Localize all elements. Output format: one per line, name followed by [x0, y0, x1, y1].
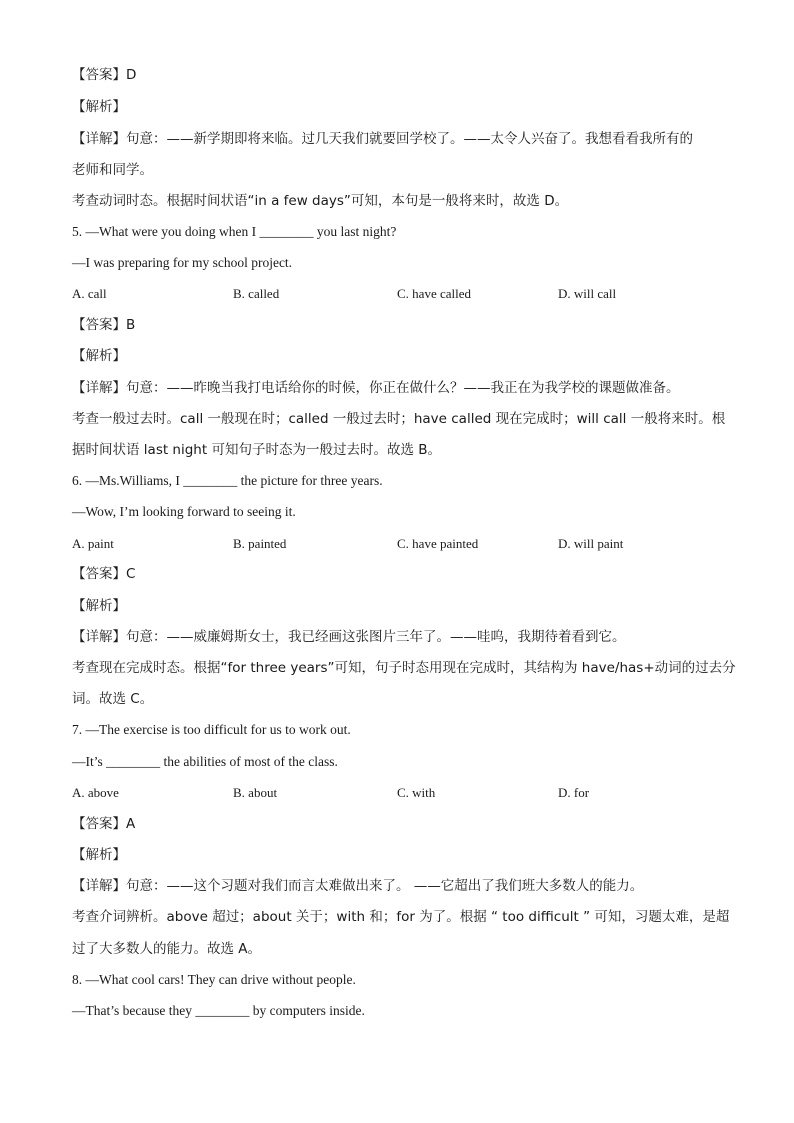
answer-option: B. about	[233, 785, 278, 800]
answer-option: D. for	[558, 785, 590, 800]
text-line: 【解析】	[72, 99, 126, 115]
text-line: 【详解】句意：——新学期即将来临。过几天我们就要回学校了。——太令人兴奋了。我想看看我所有的	[72, 131, 693, 147]
answer-option: C. have called	[397, 286, 471, 301]
answer-option: B. called	[233, 286, 280, 301]
answer-option: A. paint	[72, 536, 114, 551]
answer-option: A. above	[72, 785, 119, 800]
text-line: —That’s because they ________ by computers inside.	[72, 1003, 365, 1018]
answer-option: A. call	[72, 286, 107, 301]
text-line: 【答案】C	[72, 566, 136, 582]
answer-option: C. have painted	[397, 536, 479, 551]
text-line: —It’s ________ the abilities of most of the class.	[72, 754, 338, 769]
text-line: 6. —Ms.Williams, I ________ the picture for three years.	[72, 473, 383, 488]
text-line: 5. —What were you doing when I ________ you last night?	[72, 224, 397, 239]
answer-option: D. will paint	[558, 536, 624, 551]
text-line: 过了大多数人的能力。故选 A。	[72, 941, 262, 957]
text-line: 【答案】D	[72, 67, 137, 83]
text-line: 【详解】句意：——这个习题对我们而言太难做出来了。 ——它超出了我们班大多数人的能力。	[72, 878, 644, 894]
text-line: 【解析】	[72, 847, 126, 863]
text-line: 考查动词时态。根据时间状语“in a few days”可知，本句是一般将来时，故选 D。	[72, 193, 569, 209]
text-line: 【答案】B	[72, 317, 136, 333]
text-line: 【解析】	[72, 598, 126, 614]
text-line: 词。故选 C。	[72, 691, 154, 707]
text-line: 【详解】句意：——威廉姆斯女士，我已经画这张图片三年了。——哇呜，我期待着看到它。	[72, 629, 626, 645]
text-line: 考查介词辨析。above 超过；about 关于；with 和；for 为了。根据 “ too difficult ” 可知，习题太难，是超	[72, 909, 730, 925]
text-line: 【详解】句意：——昨晚当我打电话给你的时候，你正在做什么？——我正在为我学校的课题做准备。	[72, 380, 680, 396]
text-line: 7. —The exercise is too difficult for us to work out.	[72, 722, 351, 737]
text-line: 【答案】A	[72, 816, 136, 832]
text-line: 据时间状语 last night 可知句子时态为一般过去时。故选 B。	[72, 442, 442, 458]
text-line: 考查现在完成时态。根据“for three years”可知，句子时态用现在完成时，其结构为 have/has+动词的过去分	[72, 660, 736, 676]
text-line: 考查一般过去时。call 一般现在时；called 一般过去时；have called 现在完成时；will call 一般将来时。根	[72, 411, 726, 427]
text-line: —I was preparing for my school project.	[72, 255, 293, 270]
text-line: 【解析】	[72, 348, 126, 364]
answer-option: C. with	[397, 785, 436, 800]
text-line: 8. —What cool cars! They can drive without people.	[72, 972, 356, 987]
text-line: —Wow, I’m looking forward to seeing it.	[72, 504, 296, 519]
answer-option: B. painted	[233, 536, 287, 551]
text-line: 老师和同学。	[72, 162, 153, 178]
answer-option: D. will call	[558, 286, 617, 301]
